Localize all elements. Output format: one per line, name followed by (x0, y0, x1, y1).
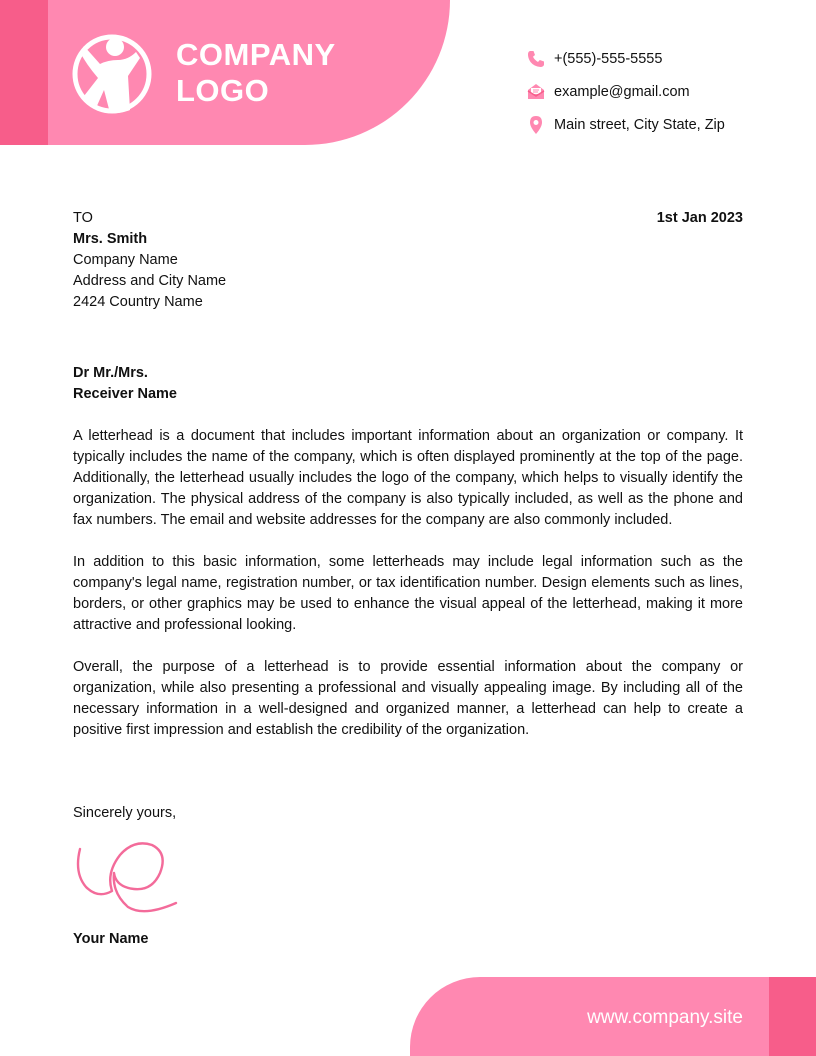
recipient-name: Mrs. Smith (73, 231, 148, 247)
body-paragraph-3: Overall, the purpose of a letterhead is to provide essential information about the company or organization, while also presenting a professional and visually appealing image. By including all of the necessary information in a well-designed and organized manner, a letterhead can help to create a positive first impression and establish the credibility of the organization. (73, 659, 743, 738)
salutation-line-1: Dr Mr./Mrs. (73, 365, 148, 381)
signer-name: Your Name (73, 931, 149, 947)
contact-phone (526, 47, 725, 71)
logo-line-2: LOGO (176, 73, 270, 108)
body-paragraph-1: A letterhead is a document that includes important information about an organization or company. It typically includes the name of the company, which is often displayed prominently at the top of the page. Additionally, the letterhead usually includes the logo of the company, which helps to visually identify the organization. The physical address of the company is also typically included, as well as the phone and fax numbers. The email and website addresses for the company are also commonly included. (73, 428, 743, 528)
logo-text (176, 37, 336, 109)
logo-line-1: COMPANY (176, 37, 336, 72)
header-accent-strip (0, 0, 48, 145)
recipient-company: Company Name (73, 252, 178, 268)
phone-icon (526, 49, 546, 69)
signature (72, 833, 184, 921)
contact-info (526, 47, 725, 146)
email-icon (526, 82, 546, 102)
letter-date: 1st Jan 2023 (656, 210, 743, 226)
recipient-address: Address and City Name (73, 273, 227, 289)
person-logo-icon (70, 30, 154, 116)
body-paragraph-2: In addition to this basic information, some letterheads may include legal information such as the company's legal name, registration number, or tax identification number. Design elements such as lines, borders, or other graphics may be used to enhance the visual appeal of the letterhead, making it more attractive and professional looking. (73, 554, 743, 633)
address-text: Main street, City State, Zip (554, 117, 725, 133)
contact-email (526, 80, 725, 104)
company-logo (70, 30, 336, 116)
contact-address (526, 113, 725, 137)
recipient-country: 2424 Country Name (73, 294, 203, 310)
to-label: TO (73, 210, 93, 226)
salutation-line-2: Receiver Name (73, 386, 177, 402)
email-text: example@gmail.com (554, 84, 690, 100)
salutation (73, 363, 177, 405)
website-text: www.company.site (587, 1007, 743, 1028)
phone-text: +(555)-555-5555 (554, 51, 663, 67)
footer-accent-strip (769, 977, 816, 1056)
recipient-block (73, 208, 226, 313)
closing: Sincerely yours, (73, 805, 177, 821)
location-pin-icon (526, 115, 546, 135)
letter-body (73, 426, 743, 762)
